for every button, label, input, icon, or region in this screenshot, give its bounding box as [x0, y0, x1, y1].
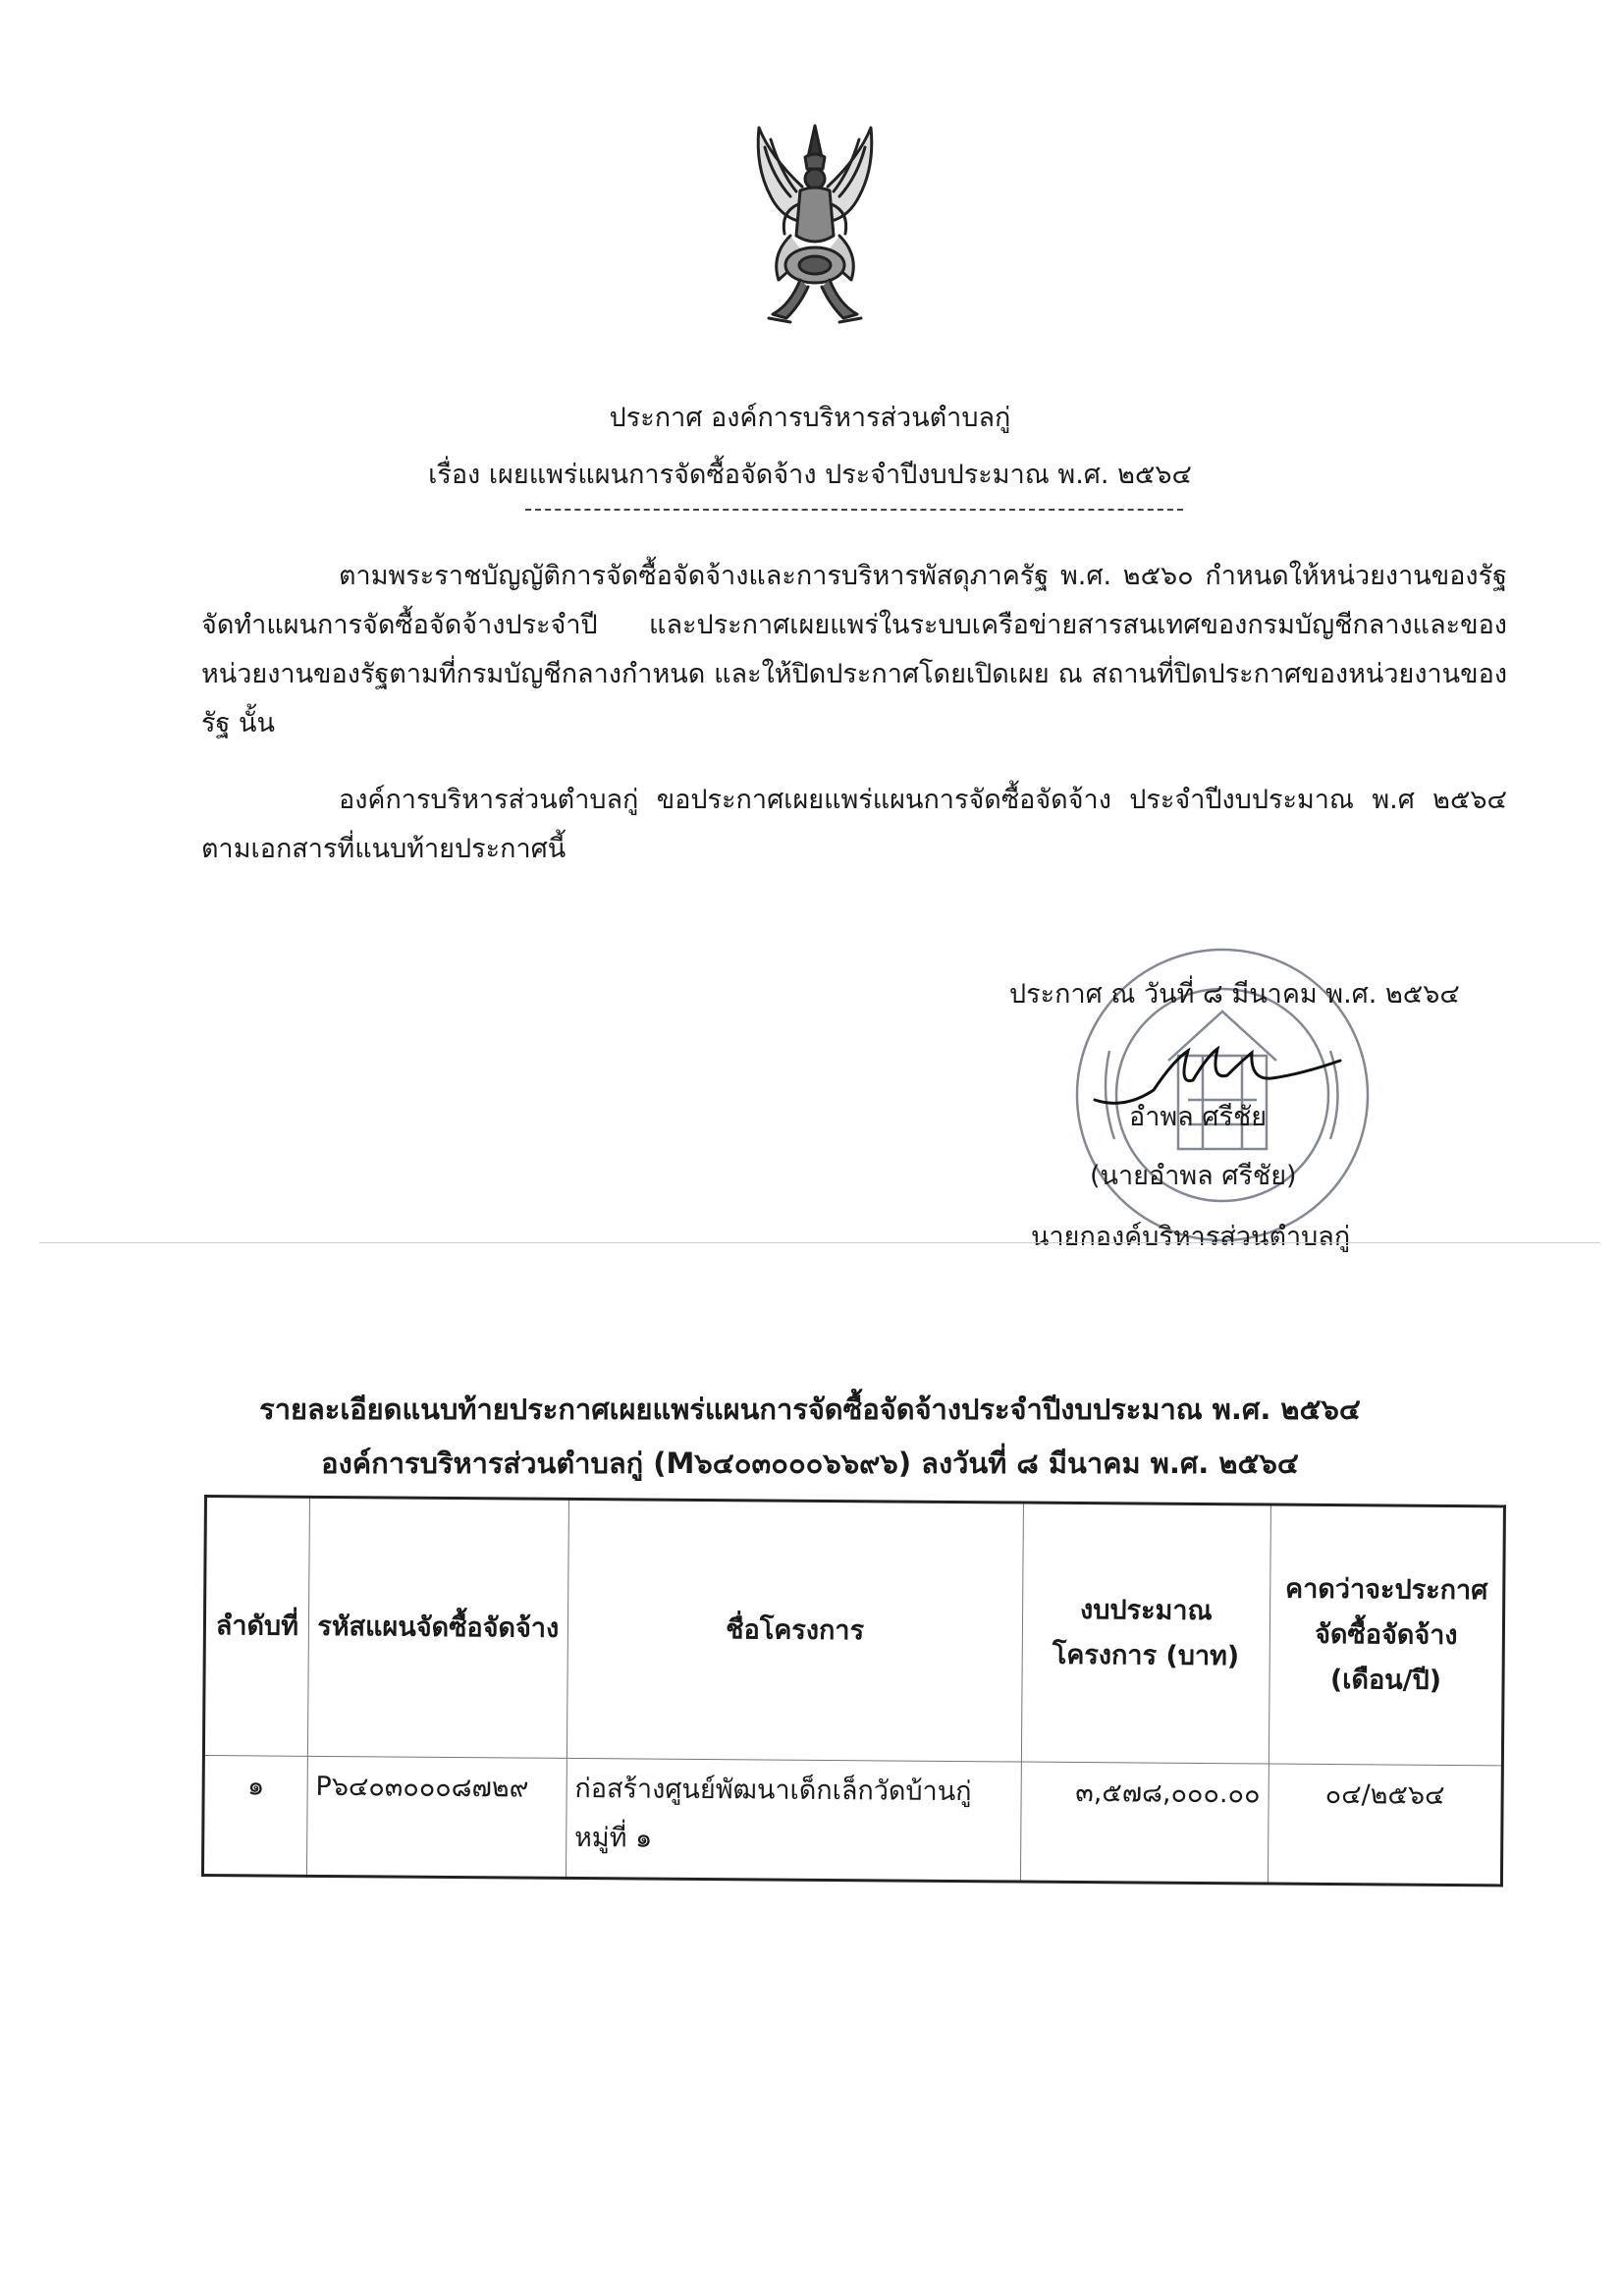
garuda-emblem-icon — [751, 118, 879, 334]
signed-name: อำพล ศรีชัย — [1129, 1102, 1268, 1132]
annex-title: รายละเอียดแนบท้ายประกาศเผยแพร่แผนการจัดซื้อจัดจ้างประจำปีงบประมาณ พ.ศ. ๒๕๖๔ — [259, 1393, 1361, 1426]
header-name: ชื่อโครงการ — [567, 1499, 1023, 1762]
table-header-row — [203, 1497, 1504, 1766]
cell-budget: ๓,๕๗๘,๐๐๐.๐๐ — [1020, 1762, 1269, 1884]
paragraph-2-text: องค์การบริหารส่วนตำบลกู่ ขอประกาศเผยแพร่แผนการจัดซื้อจัดจ้าง ประจำปีงบประมาณ พ.ศ ๒๕๖๔ ตามเอกสารที่แนบท้ายประกาศนี้ — [201, 785, 1507, 864]
procurement-plan-table — [201, 1495, 1506, 1886]
paragraph-1-text: ตามพระราชบัญญัติการจัดซื้อจัดจ้างและการบริหารพัสดุภาครัฐ พ.ศ. ๒๕๖๐ กำหนดให้หน่วยงานของรัฐจัดทำแผนการจัดซื้อจัดจ้างประจำปี และประกาศเผยแพร่ในระบบเครือข่ายสารสนเทศของกรมบัญชีกลางและของหน่วยงานของรัฐตามที่กรมบัญชีกลางกำหนด และให้ปิดประกาศโดยเปิดเผย ณ สถานที่ปิดประกาศของหน่วยงานของรัฐ นั้น — [201, 561, 1507, 738]
announcement-subject: เรื่อง เผยแพร่แผนการจัดซื้อจัดจ้าง ประจำปีงบประมาณ พ.ศ. ๒๕๖๔ — [428, 460, 1192, 490]
announcement-paragraph-2 — [201, 776, 1507, 874]
signer-full-name: (นายอำพล ศรีชัย) — [1090, 1161, 1297, 1191]
table-row — [202, 1756, 1502, 1886]
header-budget: งบประมาณโครงการ (บาท) — [1021, 1503, 1270, 1764]
cell-no: ๑ — [202, 1756, 307, 1877]
announcement-paragraph-1 — [201, 552, 1507, 748]
cell-month: ๐๔/๒๕๖๔ — [1268, 1764, 1502, 1886]
announcement-issuer: ประกาศ องค์การบริหารส่วนตำบลกู่ — [609, 403, 1011, 433]
header-code: รหัสแผนจัดซื้อจัดจ้าง — [307, 1497, 568, 1758]
header-no: ลำดับที่ — [203, 1497, 309, 1757]
page-separator — [39, 1242, 1600, 1243]
cell-name: ก่อสร้างศูนย์พัฒนาเด็กเล็กวัดบ้านกู่ หมู่ที่ ๑ — [566, 1758, 1021, 1882]
signer-position: นายกองค์บริหารส่วนตำบลกู่ — [1031, 1222, 1351, 1252]
cell-code: P๖๔๐๓๐๐๐๘๗๒๙ — [306, 1756, 567, 1878]
header-month: คาดว่าจะประกาศจัดซื้อจัดจ้าง (เดือน/ปี) — [1269, 1504, 1504, 1766]
title-divider — [525, 509, 1183, 511]
announcement-date: ประกาศ ณ วันที่ ๘ มีนาคม พ.ศ. ๒๕๖๔ — [1009, 979, 1460, 1010]
annex-subtitle: องค์การบริหารส่วนตำบลกู่ (M๖๔๐๓๐๐๐๖๖๙๖) ลงวันที่ ๘ มีนาคม พ.ศ. ๒๕๖๔ — [321, 1447, 1299, 1480]
